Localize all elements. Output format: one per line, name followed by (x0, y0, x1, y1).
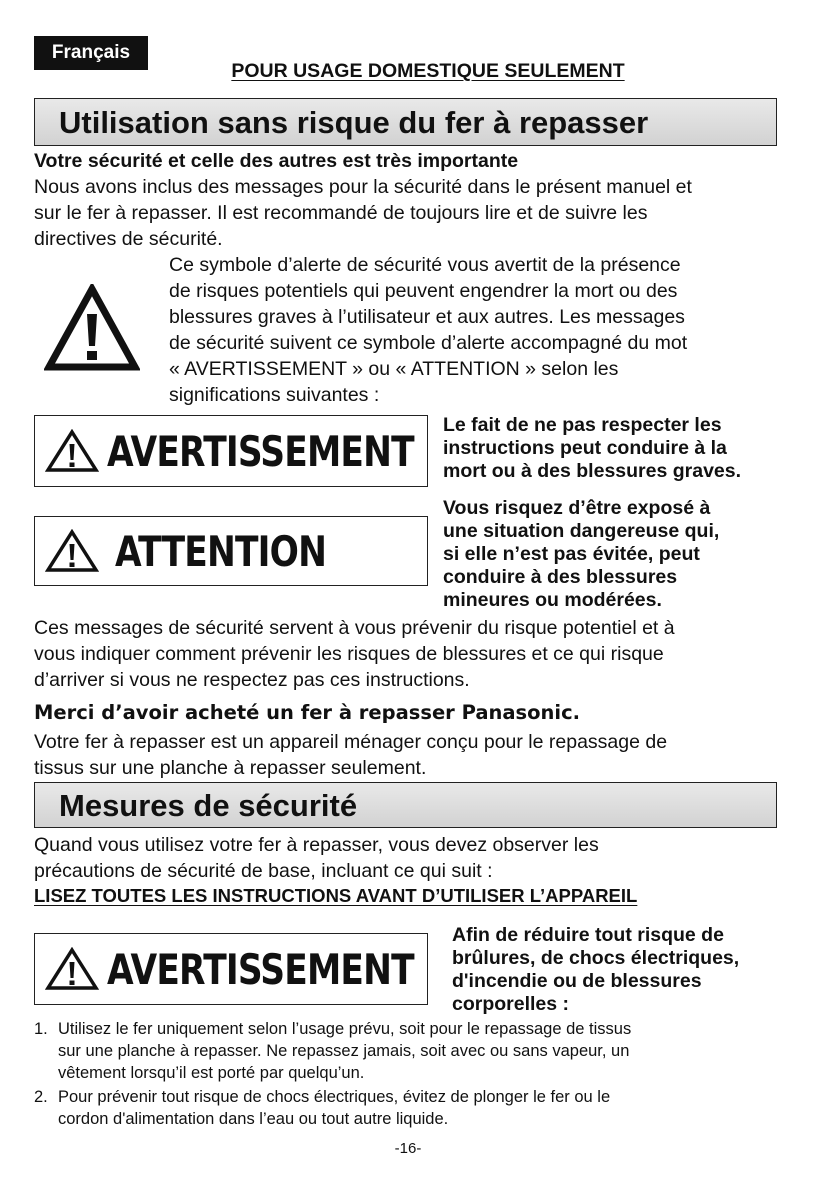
warning2-desc-line: corporelles : (452, 993, 570, 1015)
warning-signal-box (34, 415, 428, 487)
caution-desc-line: conduire à des blessures (443, 566, 678, 588)
list-item (34, 1086, 784, 1130)
top-heading (0, 60, 816, 83)
caution-signal-box (34, 516, 428, 586)
intro-line: directives de sécurité. (34, 228, 223, 250)
caution-signal-word: ATTENTION (115, 526, 327, 576)
warning-desc-line: mort ou à des blessures graves. (443, 460, 742, 482)
usage-line: Votre fer à repasser est un appareil ménager conçu pour le repassage de (34, 731, 668, 753)
list-item-line: Utilisez le fer uniquement selon l’usage prévu, soit pour le repassage de tissus (58, 1020, 632, 1038)
symbol-line: Ce symbole d’alerte de sécurité vous avertit de la présence (169, 254, 681, 276)
caution-desc-line: une situation dangereuse qui, (443, 520, 720, 542)
caution-desc-line: Vous risquez d’être exposé à (443, 497, 711, 519)
warning2-desc-line: d'incendie ou de blessures (452, 970, 702, 992)
symbol-line: blessures graves à l’utilisateur et aux autres. Les messages (169, 306, 685, 328)
list-item-line: cordon d'alimentation dans l’eau ou tout autre liquide. (58, 1110, 449, 1128)
top-heading-text: POUR USAGE DOMESTIQUE SEULEMENT (231, 60, 625, 82)
read-all-text: LISEZ TOUTES LES INSTRUCTIONS AVANT D’UTILISER L’APPAREIL (34, 885, 638, 906)
warning-signal-word-2: AVERTISSEMENT (107, 944, 414, 994)
precautions-intro (34, 832, 794, 884)
safety-alert-icon (44, 284, 140, 372)
caution-desc-line: mineures ou modérées. (443, 589, 662, 611)
section-title-banner: Utilisation sans risque du fer à repasser (34, 98, 777, 146)
symbol-line: « AVERTISSEMENT » ou « ATTENTION » selon les (169, 358, 619, 380)
warning-signal-word: AVERTISSEMENT (107, 426, 414, 476)
usage-line: tissus sur une planche à repasser seulement. (34, 757, 427, 779)
caution-desc-line: si elle n’est pas évitée, peut (443, 543, 700, 565)
symbol-line: significations suivantes : (169, 384, 380, 406)
page-number: -16- (394, 1140, 422, 1157)
warning-desc-line: Le fait de ne pas respecter les (443, 414, 722, 436)
section-title-banner-2: Mesures de sécurité (34, 782, 777, 828)
list-item-number: 2. (34, 1088, 48, 1106)
warning-signal-box-2 (34, 933, 428, 1005)
precautions-line: Quand vous utilisez votre fer à repasser, vous devez observer les (34, 834, 599, 856)
warning2-desc-line: Afin de réduire tout risque de (452, 924, 724, 946)
caution-description (443, 497, 793, 612)
list-item (34, 1018, 784, 1084)
messages-line: vous indiquer comment prévenir les risques de blessures et ce qui risque (34, 643, 664, 665)
warning-description (443, 414, 793, 483)
warning-description-2 (452, 924, 802, 1016)
list-item-line: sur une planche à repasser. Ne repassez jamais, soit avec ou sans vapeur, un (58, 1042, 630, 1060)
language-tab: Français (34, 36, 148, 70)
warning-triangle-icon (45, 947, 99, 991)
list-item-number: 1. (34, 1020, 48, 1038)
warning2-desc-line: brûlures, de chocs électriques, (452, 947, 740, 969)
intro-line: Nous avons inclus des messages pour la sécurité dans le présent manuel et (34, 176, 692, 198)
safety-instructions-list (34, 1018, 784, 1132)
caution-triangle-icon (45, 529, 99, 573)
messages-paragraph (34, 615, 794, 693)
warning-triangle-icon (45, 429, 99, 473)
intro-line: sur le fer à repasser. Il est recommandé de toujours lire et de suivre les (34, 202, 648, 224)
symbol-description (169, 252, 789, 408)
messages-line: Ces messages de sécurité servent à vous prévenir du risque potentiel et à (34, 617, 675, 639)
symbol-line: de risques potentiels qui peuvent engendrer la mort ou des (169, 280, 678, 302)
symbol-line: de sécurité suivent ce symbole d’alerte accompagné du mot (169, 332, 688, 354)
warning-desc-line: instructions peut conduire à la (443, 437, 727, 459)
precautions-line: précautions de sécurité de base, incluant ce qui suit : (34, 860, 493, 882)
list-item-line: Pour prévenir tout risque de chocs électriques, évitez de plonger le fer ou le (58, 1088, 611, 1106)
read-all-instructions-heading (34, 885, 777, 907)
thanks-heading: Merci d’avoir acheté un fer à repasser Panasonic. (34, 701, 581, 724)
list-item-line: vêtement lorsqu’il est porté par quelqu’un. (58, 1064, 365, 1082)
messages-line: d’arriver si vous ne respectez pas ces instructions. (34, 669, 470, 691)
section-subtitle: Votre sécurité et celle des autres est très importante (34, 150, 519, 172)
intro-paragraph (34, 174, 784, 252)
usage-paragraph (34, 729, 794, 781)
